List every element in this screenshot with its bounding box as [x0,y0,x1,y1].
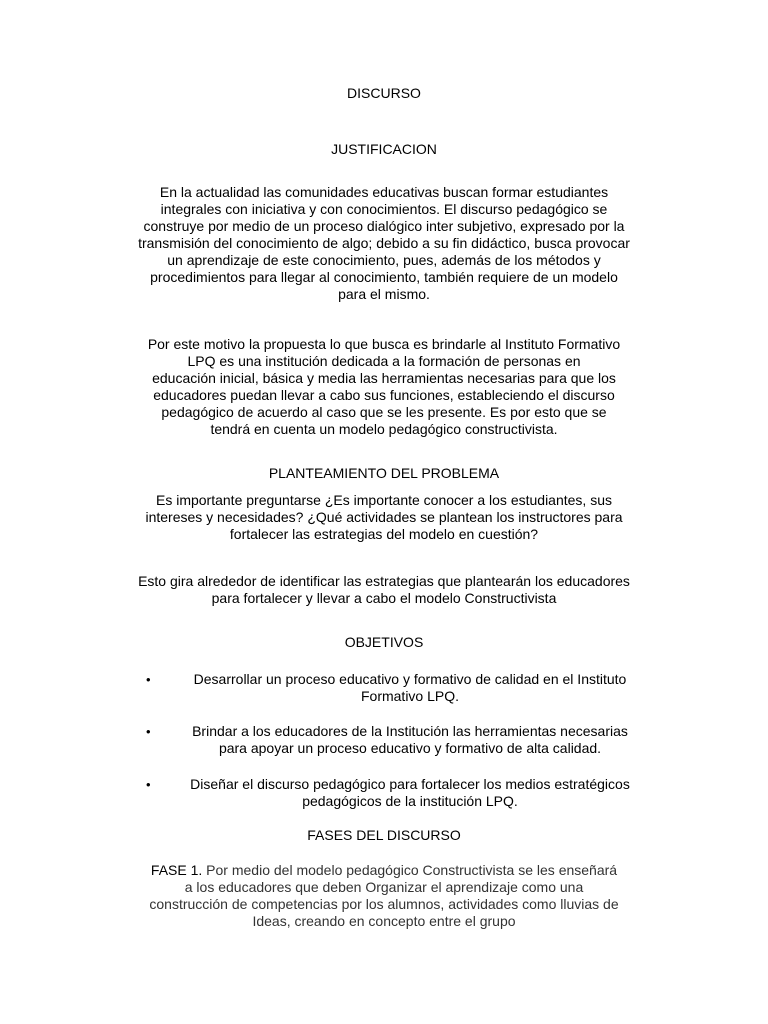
paragraph-fase-1 [108,862,660,930]
text-line: En la actualidad las comunidades educativas buscan formar estudiantes [159,184,609,200]
text-line: Es importante preguntarse ¿Es importante conocer a los estudiantes, sus [155,492,612,508]
text-line: Diseñar el discurso pedagógico para fortalecer los medios estratégicos [190,776,630,792]
bullet-icon: • [146,724,151,739]
text-line: construcción de competencias por los alumnos, actividades como lluvias de [149,896,619,912]
text-line: para el mismo. [338,286,430,302]
heading-fases: FASES DEL DISCURSO [307,827,461,843]
text-line: Por este motivo la propuesta lo que busca es brindarle al Instituto Formativo [147,336,621,352]
text-line: a los educadores que deben Organizar el aprendizaje como una [184,879,584,895]
heading-justificacion: JUSTIFICACION [331,141,437,157]
text-line: transmisión del conocimiento de algo; debido a su fin didáctico, busca provocar [138,235,630,251]
paragraph-planteamiento-1 [108,492,660,543]
text-line: integrales con iniciativa y con conocimientos. El discurso pedagógico se [160,201,608,217]
fase-1-first-line: Por medio del modelo pedagógico Constructivista se les enseñará [202,862,618,878]
bullet-icon: • [146,777,151,792]
heading-planteamiento: PLANTEAMIENTO DEL PROBLEMA [268,465,500,481]
document-title: DISCURSO [347,85,421,101]
text-line: pedagógico de acuerdo al caso que se les presente. Es por esto que se [161,404,607,420]
text-line: un aprendizaje de este conocimiento, pues, además de los métodos y [167,252,601,268]
paragraph-planteamiento-2 [108,573,660,607]
text-line [108,862,660,879]
text-line: construye por medio de un proceso dialógico inter subjetivo, expresado por la [143,218,625,234]
list-item-text [160,723,660,757]
paragraph-justificacion-1 [108,184,660,303]
text-line: educación inicial, básica y media las herramientas necesarias para que los [152,370,616,386]
text-line: educadores puedan llevar a cabo sus funciones, estableciendo el discurso [153,387,615,403]
text-line: tendrá en cuenta un modelo pedagógico constructivista. [210,421,558,437]
text-line: pedagógicos de la institución LPQ. [302,793,518,809]
text-line: Esto gira alrededor de identificar las estrategias que plantearán los educadores [138,573,630,589]
text-line: Ideas, creando en concepto entre el grupo [252,913,516,929]
text-line: LPQ es una institución dedicada a la formación de personas en [187,353,581,369]
paragraph-justificacion-2 [108,336,660,438]
text-line: Formativo LPQ. [360,688,460,704]
fase-1-label: FASE 1. [150,862,203,878]
text-line: Brindar a los educadores de la Institución las herramientas necesarias [192,723,628,739]
text-line: para apoyar un proceso educativo y formativo de alta calidad. [218,740,602,756]
list-item-text [160,671,660,705]
text-line: para fortalecer y llevar a cabo el modelo Constructivista [211,590,557,606]
list-item-text [160,776,660,810]
text-line: fortalecer las estrategias del modelo en cuestión? [229,526,539,542]
heading-objetivos: OBJETIVOS [344,634,424,650]
bullet-icon: • [146,672,151,687]
text-line: intereses y necesidades? ¿Qué actividades se plantean los instructores para [145,509,623,525]
text-line: procedimientos para llegar al conocimiento, también requiere de un modelo [150,269,618,285]
text-line: Desarrollar un proceso educativo y formativo de calidad en el Instituto [193,671,627,687]
